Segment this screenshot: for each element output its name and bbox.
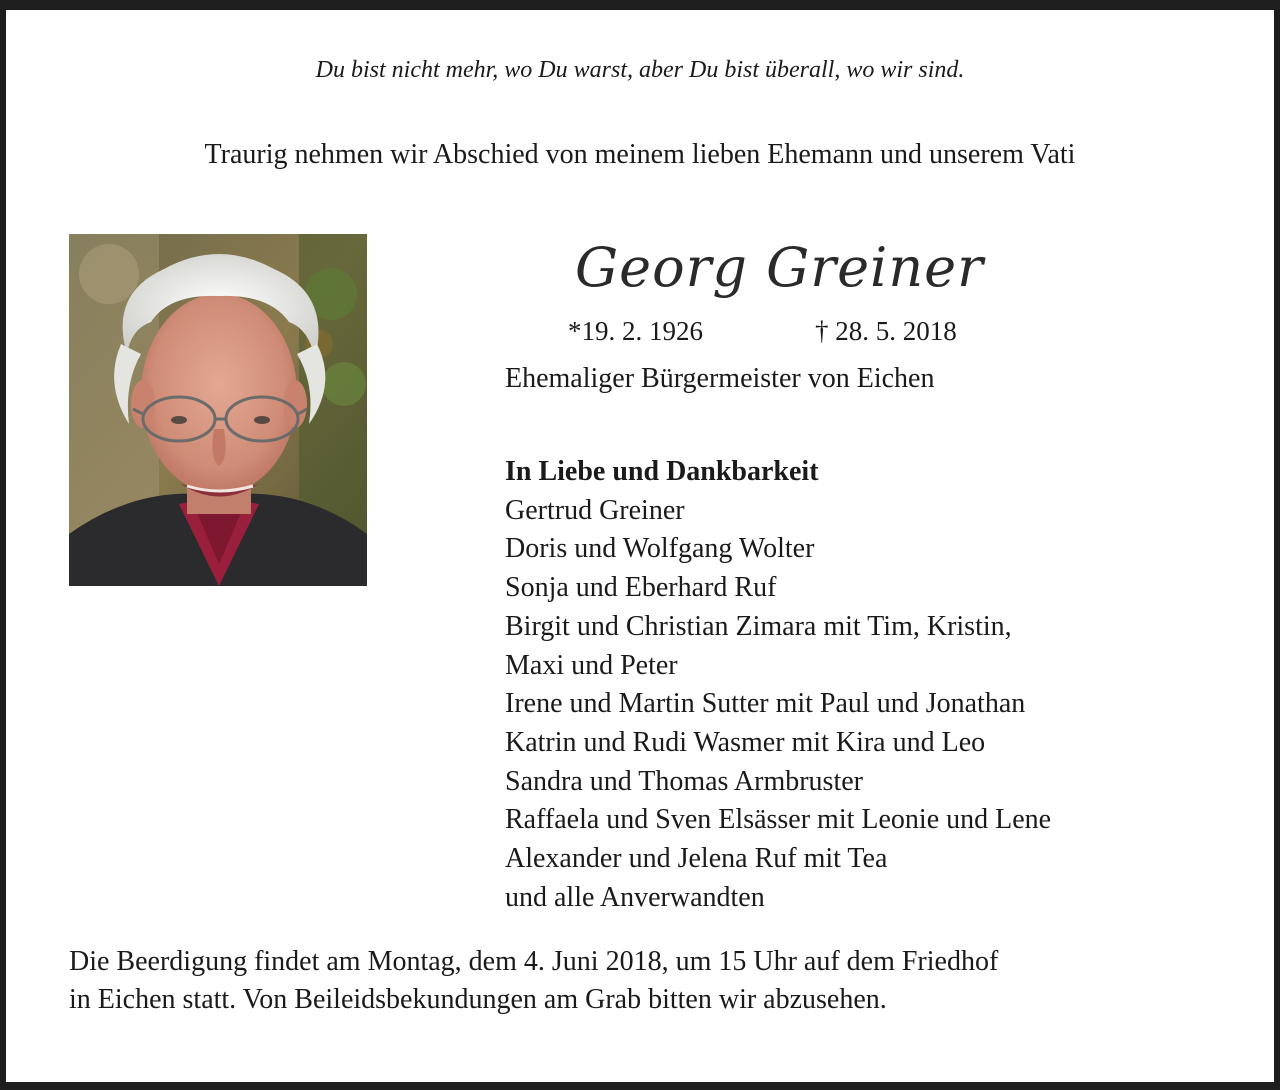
funeral-line: in Eichen statt. Von Beileidsbekundungen am Grab bitten wir abzusehen. (69, 984, 887, 1015)
mourner-line: Birgit und Christian Zimara mit Tim, Kristin, (505, 610, 1012, 642)
mourner-line: Doris und Wolfgang Wolter (505, 533, 815, 565)
birth-date: *19. 2. 1926 (568, 316, 703, 346)
mourner-line: Sandra und Thomas Armbruster (505, 765, 863, 797)
deceased-role: Ehemaliger Bürgermeister von Eichen (505, 363, 935, 394)
mourners-list (505, 453, 1051, 917)
death-date: † 28. 5. 2018 (815, 316, 957, 346)
mourner-line: Raffaela und Sven Elsässer mit Leonie und Lene (505, 804, 1052, 836)
mourner-line: Gertrud Greiner (505, 494, 685, 526)
motto: Du bist nicht mehr, wo Du warst, aber Du bist überall, wo wir sind. (315, 57, 965, 83)
funeral-notice (69, 943, 1229, 1019)
mourner-line: Katrin und Rudi Wasmer mit Kira und Leo (505, 726, 986, 758)
funeral-line: Die Beerdigung findet am Montag, dem 4. Juni 2018, um 15 Uhr auf dem Friedhof (69, 946, 999, 977)
mourner-line: Maxi und Peter (505, 649, 678, 681)
portrait-photo (69, 234, 367, 586)
intro-text: Traurig nehmen wir Abschied von meinem lieben Ehemann und unserem Vati (204, 139, 1076, 170)
mourner-line: und alle Anverwandten (505, 881, 765, 913)
mourner-line: Sonja und Eberhard Ruf (505, 572, 777, 604)
mourner-line: Irene und Martin Sutter mit Paul und Jonathan (505, 688, 1026, 720)
deceased-name: Georg Greiner (575, 236, 984, 299)
mourner-line: Alexander und Jelena Ruf mit Tea (505, 843, 888, 875)
mourners-heading: In Liebe und Dankbarkeit (505, 456, 819, 487)
